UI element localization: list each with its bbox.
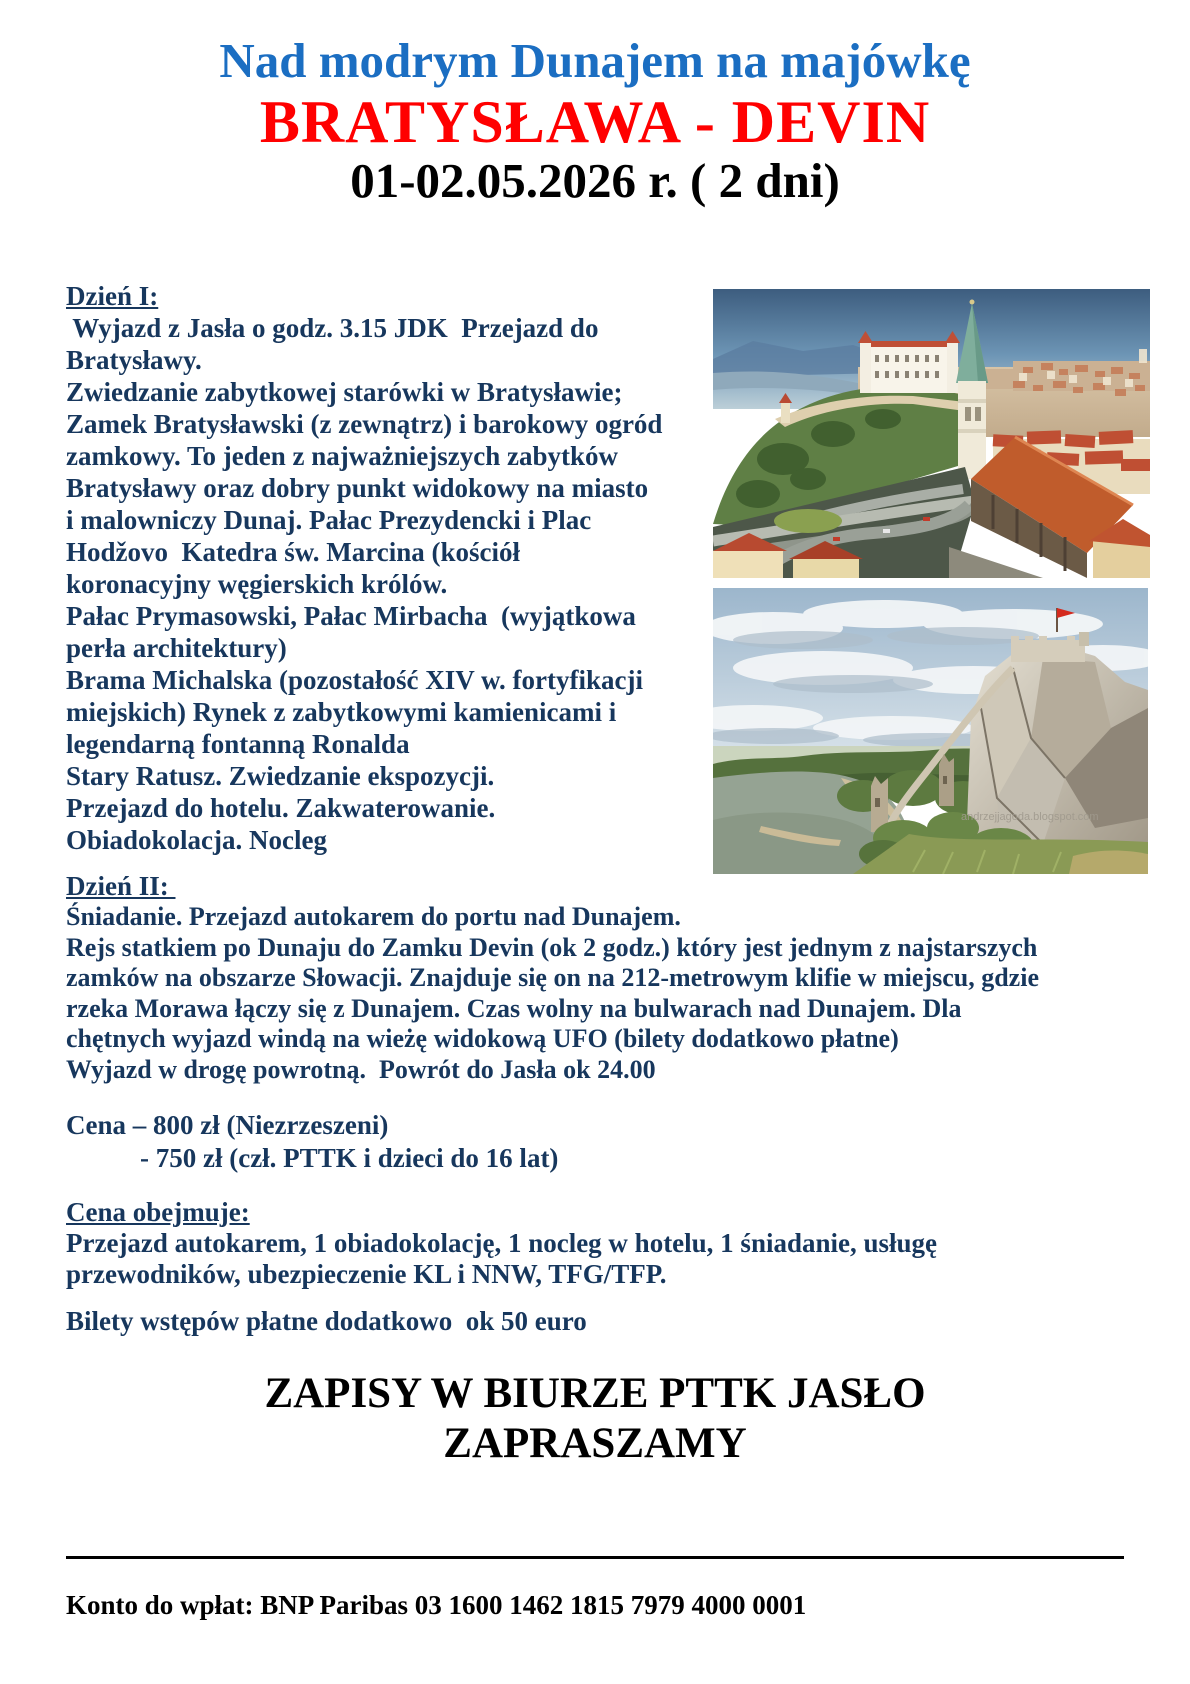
bratislava-photo — [713, 289, 1150, 578]
day2-line: Wyjazd w drogę powrotną. Powrót do Jasła ok 24.00 — [66, 1054, 656, 1084]
price-standard: Cena – 800 zł (Niezrzeszeni) — [66, 1110, 389, 1140]
day1-line: Brama Michalska (pozostałość XIV w. fortyfikacji — [66, 665, 643, 695]
price-includes-section — [66, 1197, 1190, 1290]
price-includes-heading: Cena obejmuje: — [66, 1197, 250, 1227]
day1-line: Przejazd do hotelu. Zakwaterowanie. — [66, 793, 496, 823]
flyer-header — [0, 0, 1190, 208]
day1-line: Stary Ratusz. Zwiedzanie ekspozycji. — [66, 761, 495, 791]
day1-line: Pałac Prymasowski, Pałac Mirbacha (wyjątkowa — [66, 601, 636, 631]
day1-line: Wyjazd z Jasła o godz. 3.15 JDK Przejazd do — [66, 313, 599, 343]
photo-watermark: andrzejjagoda.blogspot.com — [961, 811, 1099, 823]
day1-line: koronacyjny węgierskich królów. — [66, 569, 448, 599]
day1-line: Zwiedzanie zabytkowej starówki w Bratysławie; — [66, 377, 623, 407]
day2-line: zamków na obszarze Słowacji. Znajduje się on na 212-metrowym klifie w miejscu, gdzie — [66, 963, 1039, 992]
day1-line: zamkowy. To jeden z najważniejszych zabytków — [66, 441, 618, 471]
bratislava-photo-art — [713, 289, 1150, 578]
trip-destination-title: BRATYSŁAWA - DEVIN — [259, 89, 931, 155]
tickets-note: Bilety wstępów płatne dodatkowo ok 50 euro — [66, 1306, 587, 1336]
day1-line: legendarną fontanną Ronalda — [66, 729, 410, 759]
footer-divider-line — [66, 1556, 1124, 1559]
day1-line: Hodžovo Katedra św. Marcina (kościół — [66, 537, 520, 567]
day1-line: i malowniczy Dunaj. Pałac Prezydencki i Plac — [66, 505, 592, 535]
signup-invitation: ZAPRASZAMY — [443, 1420, 747, 1467]
price-section — [66, 1109, 1190, 1175]
day2-line: rzeka Morawa łączy się z Dunajem. Czas wolny na bulwarach nad Dunajem. Dla — [66, 993, 962, 1023]
day1-line: Obiadokolacja. Nocleg — [66, 825, 327, 855]
devin-photo-art — [713, 588, 1148, 874]
day1-line: miejskich) Rynek z zabytkowymi kamienicami i — [66, 697, 617, 727]
day1-line: perła architektury) — [66, 633, 287, 663]
day1-line: Bratysławy oraz dobry punkt widokowy na miasto — [66, 473, 649, 503]
day2-line: Śniadanie. Przejazd autokarem do portu nad Dunajem. — [66, 902, 681, 931]
page-title: Nad modrym Dunajem na majówkę — [219, 33, 971, 88]
day1-line: Bratysławy. — [66, 345, 202, 375]
day1-heading: Dzień I: — [66, 281, 159, 311]
day2-section — [66, 902, 1190, 1085]
day2-line: chętnych wyjazd windą na wieżę widokową UFO (bilety dodatkowo płatne) — [66, 1024, 899, 1053]
devin-photo — [713, 588, 1148, 874]
price-member: - 750 zł (czł. PTTK i dzieci do 16 lat) — [140, 1143, 559, 1173]
trip-date: 01-02.05.2026 r. ( 2 dni) — [350, 153, 840, 208]
signup-heading: ZAPISY W BIURZE PTTK JASŁO — [264, 1370, 926, 1417]
day2-line: Rejs statkiem po Dunaju do Zamku Devin (ok 2 godz.) który jest jednym z najstarszych — [66, 932, 1038, 962]
bank-account-line: Konto do wpłat: BNP Paribas 03 1600 1462 1815 7979 4000 0001 — [66, 1590, 807, 1620]
price-includes-line: Przejazd autokarem, 1 obiadokolację, 1 nocleg w hotelu, 1 śniadanie, usługę — [66, 1228, 938, 1258]
price-includes-line: przewodników, ubezpieczenie KL i NNW, TFG/TFP. — [66, 1259, 667, 1289]
day2-heading: Dzień II: — [66, 871, 176, 901]
day1-line: Zamek Bratysławski (z zewnątrz) i barokowy ogród — [66, 409, 663, 439]
